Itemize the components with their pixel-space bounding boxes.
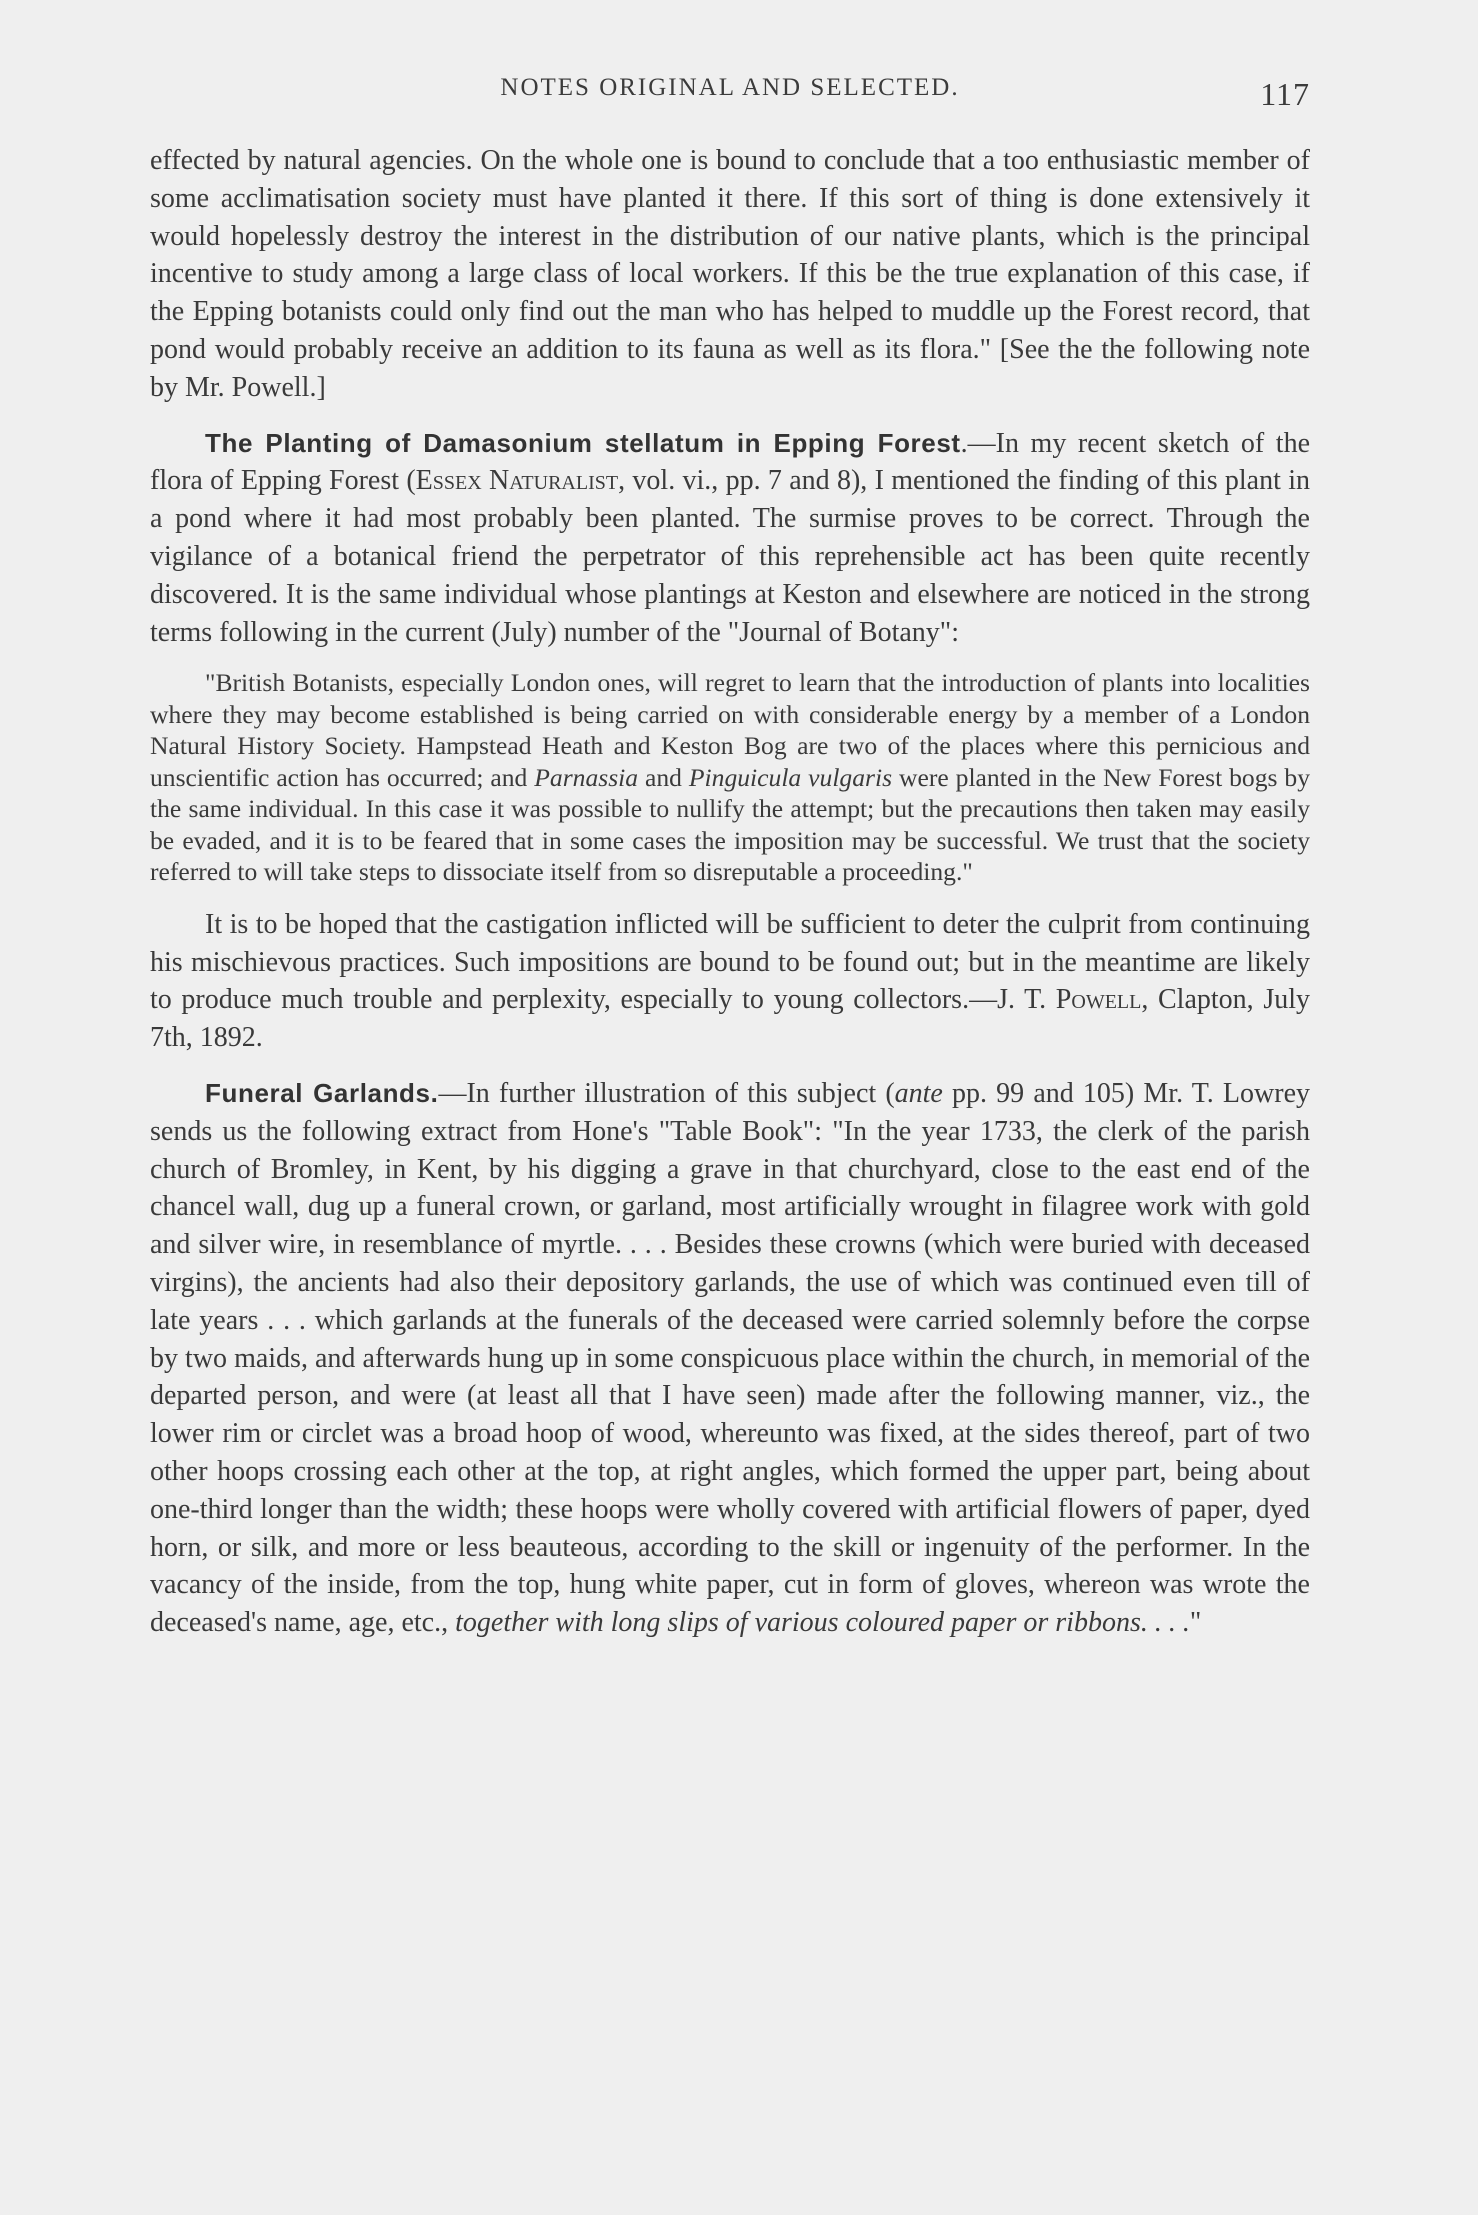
note-heading-damasonium: The Planting of Damasonium stellatum in Epping Forest [205,427,961,458]
species-name: Parnassia [534,762,639,792]
running-head [150,70,1310,110]
paragraph-damasonium-note [150,425,1310,652]
paragraph-text: It is to be hoped that the castigation inflicted will be sufficient to deter the culprit from continuing his mischievous practices. Such impositions are bound to be found out; but in the meantime are likely to produce much trouble and perplexity, especially to young collectors.—J. T. [150,908,1310,1016]
paragraph-continuation: effected by natural agencies. On the whole one is bound to conclude that a too enthusiastic member of some acclimatisation society must have planted it there. If this sort of thing is done extensively it would hopelessly destroy the interest in the distribution of our native plants, which is the principal incentive to study among a large class of local workers. If this be the true explanation of this case, if the Epping botanists could only find out the man who has helped to muddle up the Forest record, that pond would probably receive an addition to its fauna as well as its flora." [See the the following note by Mr. Powell.] [150,145,1310,403]
paragraph-text: pp. 99 and 105) Mr. T. Lowrey sends us the following extract from Hone's "Table Book": "In the year 1733, the clerk of the parish church of Bromley, in Kent, by his digging a grave in that churchyard, close to the east end of the chancel wall, dug up a funeral crown, or garland, most artificially wrought in filagree work with gold and silver wire, in resemblance of myrtle. . . . Besides these crowns (which were buried with deceased virgins), the ancients had also their depository garlands, the use of which was continued even till of late years . . . which garlands at the funerals of the deceased were carried solemnly before the corpse by two maids, and afterwards hung up in some conspicuous place within the church, in memorial of the departed person, and were (at least all that I have seen) made after the following manner, viz., the lower rim or circlet was a broad hoop of wood, whereunto was fixed, at the sides thereof, part of two other hoops crossing each other at the top, at right angles, which formed the upper part, being about one-third longer than the width; these hoops were wholly covered with artificial flowers of paper, dyed horn, or silk, and more or less beauteous, according to the skill or ingenuity of the performer. In the vacancy of the inside, from the top, hung white paper, cut in form of gloves, whereon was wrote the deceased's name, age, etc., [150,1078,1311,1639]
italic-passage: together with long slips of various coloured paper or ribbons. . . . [455,1607,1190,1639]
page-number: 117 [1260,76,1310,112]
journal-name: Essex Naturalist [415,465,619,497]
paragraph-text: , Clapton, July 7th, 1892. [150,984,1310,1054]
paragraph-funeral-garlands [150,1075,1310,1642]
paragraph-text: —In further illustration of this subject ( [438,1078,895,1110]
quote-text: were planted in the New Forest bogs by the same individual. In this case it was possible to nullify the attempt; but the precautions then taken may easily be evaded, and it is to be feared that in some cases the imposition may be successful. We trust that the society referred to will take steps to dissociate itself from so disreputable a proceeding." [150,762,1310,887]
closing-quote: " [1189,1607,1202,1639]
species-name: Pinguicula vulgaris [688,762,893,792]
latin-word: ante [894,1078,943,1110]
quote-text: and [638,762,689,792]
paragraph-castigation [150,906,1310,1057]
running-title: NOTES ORIGINAL AND SELECTED. [500,74,960,101]
note-heading-funeral-garlands: Funeral Garlands. [205,1078,439,1109]
author-name: Powell [1055,984,1142,1016]
paragraph-text: .—In my recent sketch of the flora of Epping Forest ( [150,427,1310,497]
body-text [150,142,1310,1642]
quote-text: "British Botanists, especially London ones, will regret to learn that the introduction of plants into localities where they may become established is being carried on with considerable energy by a member of a London Natural History Society. Hampstead Heath and Keston Bog are two of the places where this pernicious and unscientific action has occurred; and [150,668,1310,792]
block-quote [150,667,1310,888]
paragraph-text: , vol. vi., pp. 7 and 8), I mentioned the finding of this plant in a pond where it had most probably been planted. The surmise proves to be correct. Through the vigilance of a botanical friend the perpetrator of this reprehensible act has been quite recently discovered. It is the same individual whose plantings at Keston and elsewhere are noticed in the strong terms following in the current (July) number of the "Journal of Botany": [150,465,1310,648]
